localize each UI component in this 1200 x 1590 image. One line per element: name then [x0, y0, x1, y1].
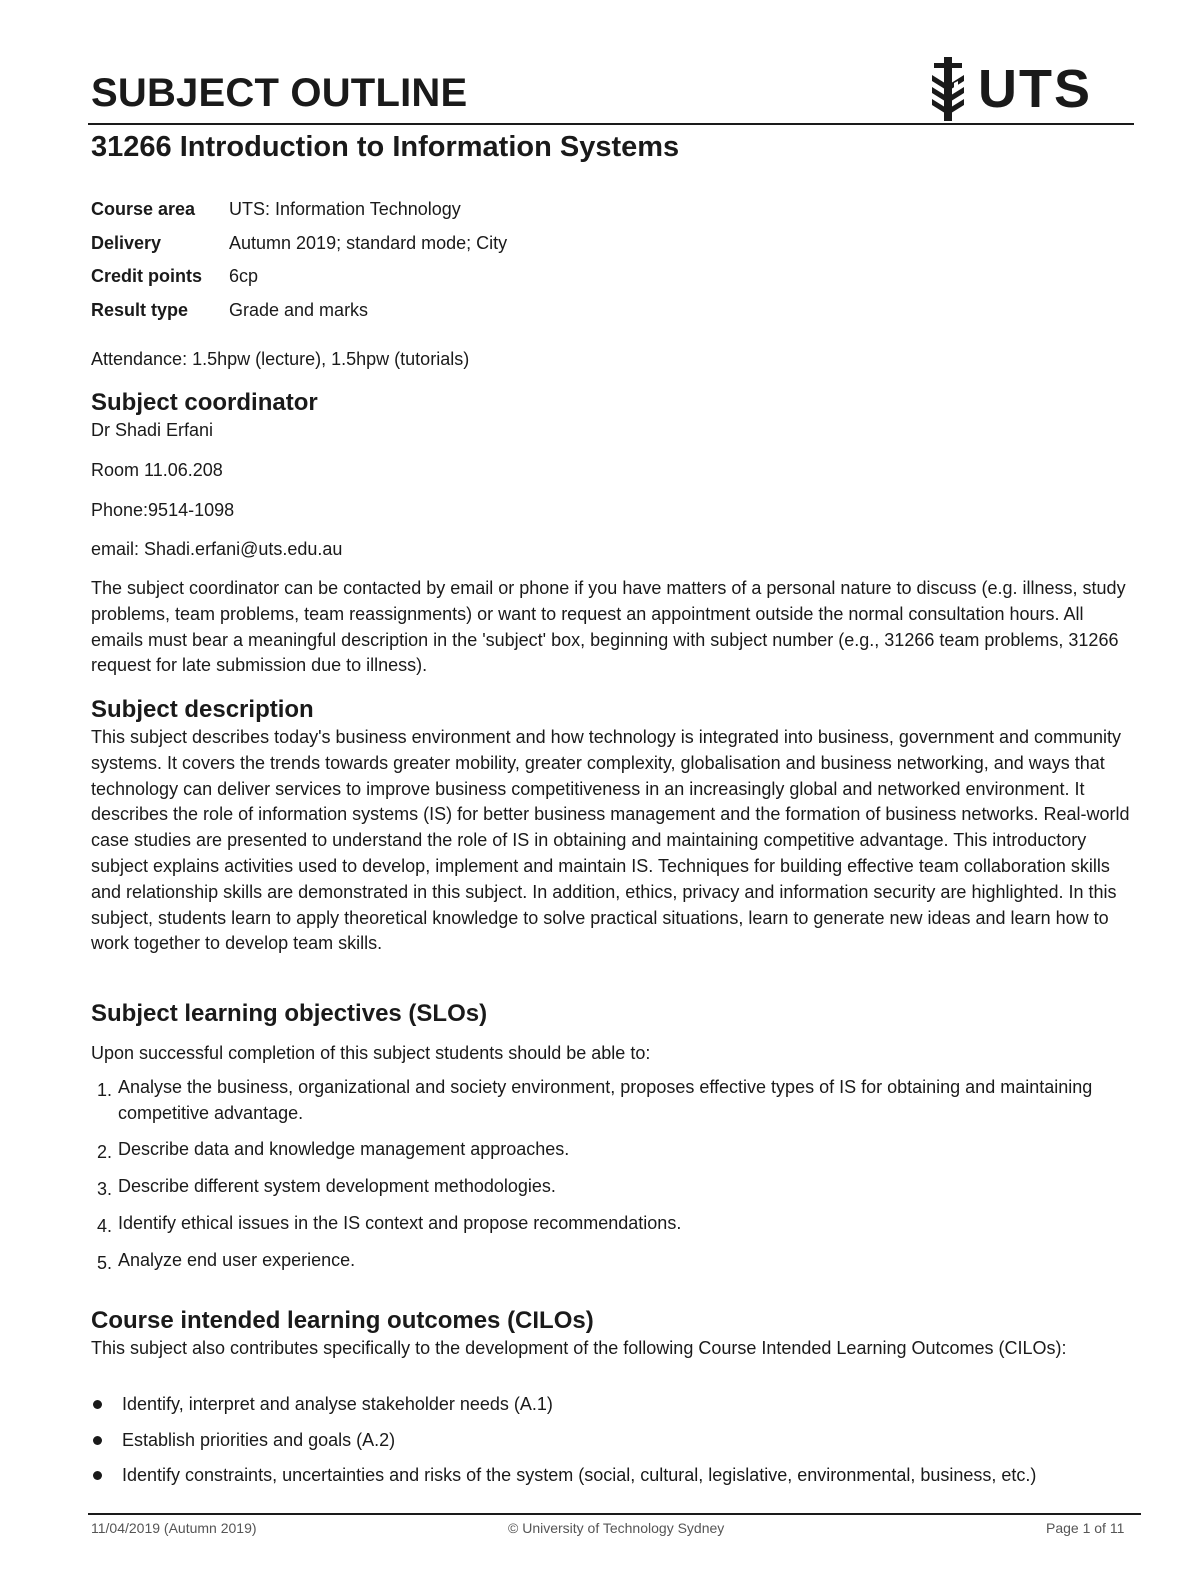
footer-rule [88, 1513, 1141, 1515]
list-item-text: Analyze end user experience. [118, 1250, 356, 1270]
footer-page-number: Page 1 of 11 [1046, 1520, 1125, 1536]
bullet-icon [93, 1436, 102, 1445]
bullet-icon [93, 1400, 102, 1409]
meta-row-result-type [91, 294, 507, 328]
list-item [91, 1427, 1136, 1463]
coordinator-heading: Subject coordinator [91, 389, 318, 416]
list-number: 4. [97, 1216, 113, 1236]
uts-logo-text: UTS [978, 59, 1092, 119]
list-item-text: Establish priorities and goals (A.2) [122, 1429, 396, 1450]
bullet-icon [93, 1471, 102, 1480]
meta-value: UTS: Information Technology [229, 199, 461, 220]
list-item-text: Identify, interpret and analyse stakeholder needs (A.1) [122, 1394, 553, 1414]
list-item-text: Analyse the business, organizational and society environment, proposes effective types of IS for obtaining and maintaining competitive advantage. [118, 1077, 1093, 1123]
meta-row-delivery [91, 227, 507, 261]
meta-label: Result type [91, 300, 189, 321]
list-item [91, 1247, 1131, 1273]
footer-copyright: © University of Technology Sydney [508, 1520, 725, 1536]
list-number: 3. [97, 1179, 113, 1199]
slo-list [91, 1074, 1131, 1273]
list-number: 5. [97, 1253, 113, 1273]
list-item [91, 1074, 1131, 1126]
document-title: SUBJECT OUTLINE [91, 71, 468, 115]
slo-intro: Upon successful completion of this subject students should be able to: [91, 1043, 651, 1063]
uts-crest-icon [928, 57, 968, 121]
slo-heading: Subject learning objectives (SLOs) [91, 1000, 488, 1027]
list-number: 1. [97, 1080, 113, 1100]
meta-label: Delivery [91, 232, 162, 253]
list-item-text: Identify constraints, uncertainties and risks of the system (social, cultural, legislative, environmental, business, etc.) [122, 1465, 1037, 1485]
list-item-text: Describe different system development methodologies. [118, 1176, 556, 1196]
meta-value: Grade and marks [229, 300, 369, 321]
subject-title: 31266 Introduction to Information Systems [91, 131, 680, 163]
meta-value: 6cp [229, 266, 259, 287]
meta-label: Course area [91, 199, 196, 220]
coordinator-note: The subject coordinator can be contacted by email or phone if you have matters of a personal nature to discuss (e.g. illness, study problems, team problems, team reassignments) or want to request an appointment outside the normal consultation hours. All emails must bear a meaningful description in the 'subject' box, beginning with subject number (e.g., 31266 team problems, 31266 request for late submission due to illness). [91, 578, 1126, 676]
description-text: This subject describes today's business environment and how technology is integrated into business, government and community systems. It covers the trends towards greater mobility, greater complexity, globalisation and business networking, and ways that technology can deliver services to improve business competitiveness in an increasingly global and networked environment. It describes the role of information systems (IS) for better business management and the formation of business networks. Real-world case studies are presented to understand the role of IS in obtaining and maintaining competitive advantage. This introductory subject explains activities used to develop, implement and maintain IS. Techniques for building effective team collaboration skills and relationship skills are demonstrated in this subject. In addition, ethics, privacy and information security are highlighted. In this subject, students learn to apply theoretical knowledge to solve practical situations, learn to generate new ideas and learn how to work together to develop team skills. [91, 727, 1130, 954]
attendance-text: Attendance: 1.5hpw (lecture), 1.5hpw (tutorials) [91, 349, 470, 369]
coordinator-email: email: Shadi.erfani@uts.edu.au [91, 539, 343, 559]
uts-logo [928, 56, 1098, 122]
meta-value: Autumn 2019; standard mode; City [229, 232, 508, 253]
meta-row-credit-points [91, 260, 507, 294]
list-number: 2. [97, 1142, 113, 1162]
list-item-text: Identify ethical issues in the IS context and propose recommendations. [118, 1213, 682, 1233]
coordinator-room: Room 11.06.208 [91, 460, 223, 480]
list-item [91, 1391, 1136, 1427]
meta-label: Credit points [91, 266, 202, 287]
description-heading: Subject description [91, 696, 314, 723]
meta-row-course-area [91, 193, 507, 227]
cilo-intro: This subject also contributes specifically to the development of the following Course Intended Learning Outcomes (CILOs): [91, 1338, 1067, 1358]
footer-date: 11/04/2019 (Autumn 2019) [91, 1520, 257, 1536]
subject-meta-table [91, 193, 507, 327]
list-item [91, 1462, 1136, 1498]
cilo-list [91, 1391, 1136, 1498]
coordinator-phone: Phone:9514-1098 [91, 500, 235, 520]
coordinator-name: Dr Shadi Erfani [91, 420, 214, 440]
list-item [91, 1210, 1131, 1236]
cilo-heading: Course intended learning outcomes (CILOs) [91, 1307, 594, 1334]
list-item-text: Describe data and knowledge management approaches. [118, 1139, 570, 1159]
list-item [91, 1136, 1131, 1162]
header-rule [88, 123, 1134, 125]
list-item [91, 1173, 1131, 1199]
